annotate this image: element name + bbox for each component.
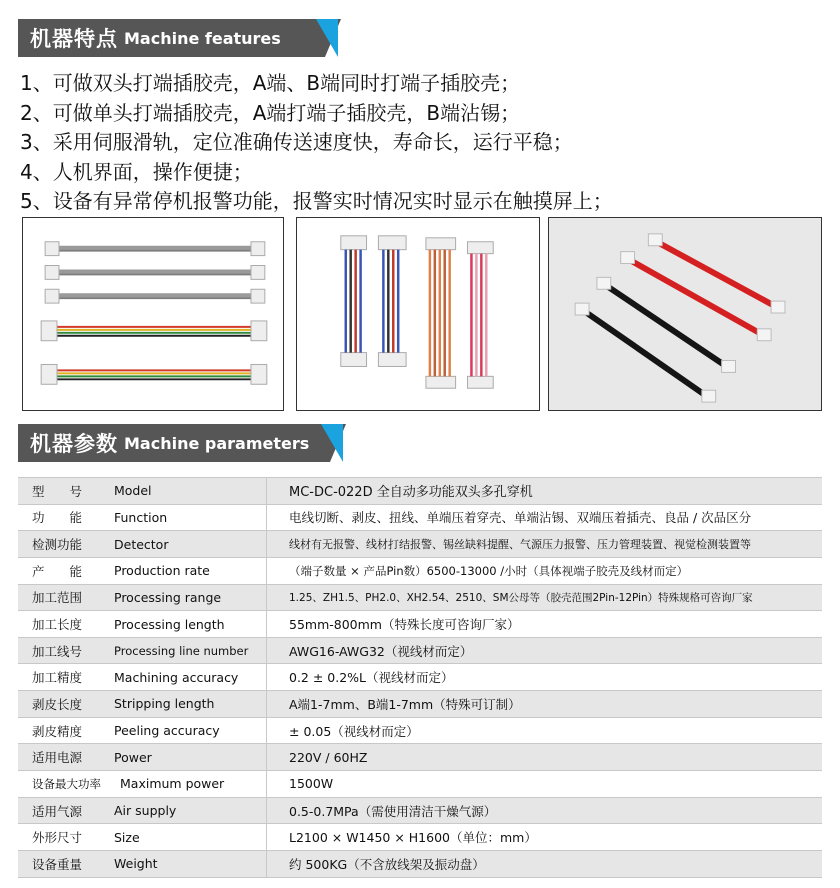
table-row — [18, 531, 822, 558]
table-row — [18, 824, 822, 851]
feature-item: 2、可做单头打端插胶壳，A端打端子插胶壳，B端沾锡； — [20, 100, 521, 125]
param-label-cn: 剥皮精度 — [18, 717, 114, 744]
table-row — [18, 744, 822, 771]
param-label-cn: 适用气源 — [18, 797, 114, 824]
param-label-en: Machining accuracy — [114, 664, 267, 691]
param-label-cn: 适用电源 — [18, 744, 114, 771]
photo-ribbon-wire-harnesses — [296, 217, 540, 411]
param-value: 1500W — [267, 771, 823, 798]
param-value: 1.25、ZH1.5、PH2.0、XH2.54、2510、SM公母等（胶壳范围2Pin-12Pin）特殊规格可咨询厂家 — [267, 584, 823, 611]
param-value: 55mm-800mm（特殊长度可咨询厂家） — [267, 611, 823, 638]
param-label-en: Processing length — [114, 611, 267, 638]
table-row — [18, 611, 822, 638]
feature-item: 5、设备有异常停机报警功能，报警实时情况实时显示在触摸屏上； — [20, 189, 613, 213]
params-title-cn: 机器参数 — [30, 432, 118, 456]
feature-item: 4、人机界面，操作便捷； — [20, 159, 253, 184]
param-label-en: Processing line number — [114, 637, 267, 664]
table-row — [18, 717, 822, 744]
table-row — [18, 850, 822, 877]
table-row — [18, 637, 822, 664]
param-value: MC-DC-022D 全自动多功能双头多孔穿机 — [267, 478, 823, 505]
param-label-cn: 产 能 — [18, 557, 114, 584]
param-label-en: Peeling accuracy — [114, 717, 267, 744]
param-value: 约 500KG（不含放线架及振动盘） — [267, 850, 823, 877]
param-label-en: Size — [114, 824, 267, 851]
param-label-cn: 设备最大功率 — [18, 771, 114, 798]
param-label-en: Function — [114, 504, 267, 531]
photo-red-and-black-wire-harnesses — [548, 217, 822, 411]
table-row — [18, 664, 822, 691]
features-banner — [18, 19, 325, 57]
param-label-cn: 加工精度 — [18, 664, 114, 691]
param-label-cn: 型 号 — [18, 478, 114, 505]
feature-item: 3、采用伺服滑轨，定位准确传送速度快，寿命长，运行平稳； — [20, 130, 573, 154]
features-title-en: Machine features — [124, 28, 281, 48]
param-value: （端子数量 × 产品Pin数）6500-13000 /小时（具体视端子胶壳及线材而定） — [267, 557, 823, 584]
param-value: A端1-7mm、B端1-7mm（特殊可订制） — [267, 691, 823, 718]
table-row — [18, 504, 822, 531]
features-title-cn: 机器特点 — [30, 27, 118, 51]
param-label-en: Power — [114, 744, 267, 771]
feature-item: 1、可做双头打端插胶壳，A端、B端同时打端子插胶壳； — [20, 71, 521, 95]
param-label-cn: 剥皮长度 — [18, 691, 114, 718]
param-label-cn: 加工范围 — [18, 584, 114, 611]
param-label-en: Production rate — [114, 557, 267, 584]
param-value: AWG16-AWG32（视线材而定） — [267, 637, 823, 664]
wire-harness-image — [549, 218, 821, 410]
param-label-en: Air supply — [114, 797, 267, 824]
param-value: L2100 × W1450 × H1600（单位：mm） — [267, 824, 823, 851]
table-row — [18, 478, 822, 505]
table-row — [18, 771, 822, 798]
param-label-cn: 功 能 — [18, 504, 114, 531]
param-value: 0.2 ± 0.2%L（视线材而定） — [267, 664, 823, 691]
param-label-cn: 设备重量 — [18, 850, 114, 877]
param-label-cn: 检测功能 — [18, 531, 114, 558]
param-label-cn: 加工线号 — [18, 637, 114, 664]
table-row — [18, 557, 822, 584]
photo-gray-and-multicolor-wire-harnesses — [22, 217, 284, 411]
param-label-en: Stripping length — [114, 691, 267, 718]
param-label-cn: 加工长度 — [18, 611, 114, 638]
table-row — [18, 584, 822, 611]
table-row — [18, 691, 822, 718]
param-label-en: Maximum power — [114, 771, 267, 798]
wire-harness-image — [297, 218, 539, 410]
param-value: 0.5-0.7MPa（需使用清洁干燥气源） — [267, 797, 823, 824]
param-value: 电线切断、剥皮、扭线、单端压着穿壳、单端沾锡、双端压着插壳、良品 / 次品区分 — [267, 504, 823, 531]
param-label-en: Processing range — [114, 584, 267, 611]
param-label-en: Detector — [114, 531, 267, 558]
features-list — [20, 69, 613, 217]
param-label-cn: 外形尺寸 — [18, 824, 114, 851]
params-table — [18, 477, 822, 878]
param-value: 220V / 60HZ — [267, 744, 823, 771]
param-label-en: Model — [114, 478, 267, 505]
params-title-en: Machine parameters — [124, 433, 310, 453]
param-label-en: Weight — [114, 850, 267, 877]
wire-harness-image — [23, 218, 283, 410]
param-value: ± 0.05（视线材而定） — [267, 717, 823, 744]
params-banner — [18, 424, 330, 462]
param-value: 线材有无报警、线材打结报警、锡丝缺料提醒、气源压力报警、压力管理装置、视觉检测装置等 — [267, 531, 823, 558]
table-row — [18, 797, 822, 824]
